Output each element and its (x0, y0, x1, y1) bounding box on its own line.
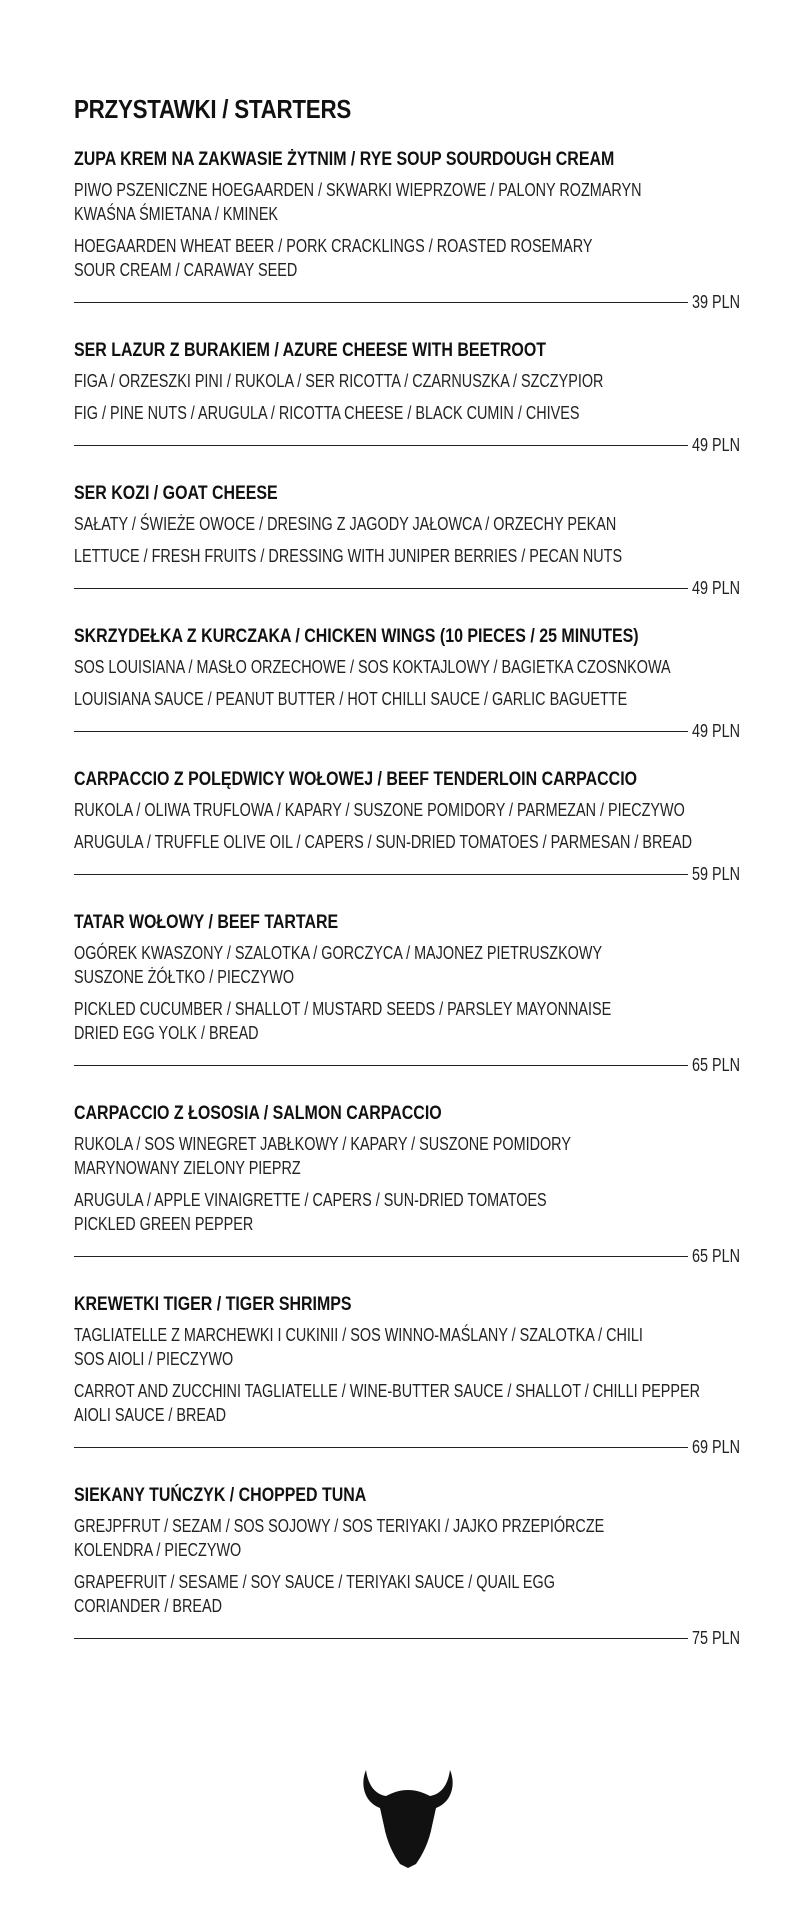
price-divider (74, 445, 688, 446)
item-price: 65 PLN (692, 1246, 741, 1266)
menu-item-beef-tartare (74, 911, 740, 1077)
price-row (74, 719, 740, 743)
item-description-pl (74, 369, 607, 393)
item-price: 49 PLN (692, 435, 741, 455)
menu-item-chicken-wings (74, 625, 740, 743)
price-row (74, 1244, 740, 1268)
item-description-en (74, 544, 623, 568)
price-row (74, 290, 740, 314)
item-description-en (74, 1188, 607, 1236)
item-description-en (74, 1570, 607, 1618)
desc-line: TAGLIATELLE Z MARCHEWKI I CUKINII / SOS WINNO-MAŚLANY / SZALOTKA / CHILI (74, 1325, 643, 1345)
item-title: SER KOZI / GOAT CHEESE (74, 483, 278, 504)
price-divider (74, 731, 688, 732)
menu-item-rye-soup (74, 148, 740, 314)
desc-line: GRAPEFRUIT / SESAME / SOY SAUCE / TERIYAKI SAUCE / QUAIL EGG (74, 1572, 555, 1592)
desc-line: SAŁATY / ŚWIEŻE OWOCE / DRESING Z JAGODY JAŁOWCA / ORZECHY PEKAN (74, 514, 617, 534)
price-divider (74, 874, 688, 875)
desc-line: RUKOLA / SOS WINEGRET JABŁKOWY / KAPARY / SUSZONE POMIDORY (74, 1134, 571, 1154)
desc-line: KOLENDRA / PIECZYWO (74, 1540, 242, 1560)
menu-item-chopped-tuna (74, 1484, 740, 1650)
menu-item-beef-carpaccio (74, 768, 740, 886)
desc-line: CARROT AND ZUCCHINI TAGLIATELLE / WINE-BUTTER SAUCE / SHALLOT / CHILLI PEPPER (74, 1381, 700, 1401)
desc-line: ARUGULA / APPLE VINAIGRETTE / CAPERS / SUN-DRIED TOMATOES (74, 1190, 547, 1210)
item-price: 65 PLN (692, 1055, 741, 1075)
price-row (74, 576, 740, 600)
desc-line: FIGA / ORZESZKI PINI / RUKOLA / SER RICOTTA / CZARNUSZKA / SZCZYPIOR (74, 371, 604, 391)
desc-line: LOUISIANA SAUCE / PEANUT BUTTER / HOT CHILLI SAUCE / GARLIC BAGUETTE (74, 689, 628, 709)
desc-line: KWAŚNA ŚMIETANA / KMINEK (74, 204, 279, 224)
item-description-pl (74, 655, 671, 679)
desc-line: SOS AIOLI / PIECZYWO (74, 1349, 234, 1369)
item-description-en (74, 997, 612, 1045)
desc-line: DRIED EGG YOLK / BREAD (74, 1023, 259, 1043)
menu-item-goat-cheese (74, 482, 740, 600)
item-price: 49 PLN (692, 578, 741, 598)
item-title: SIEKANY TUŃCZYK / CHOPPED TUNA (74, 1485, 367, 1506)
price-row (74, 1435, 740, 1459)
price-divider (74, 1447, 688, 1448)
price-divider (74, 1065, 688, 1066)
item-description-pl (74, 178, 642, 226)
desc-line: OGÓREK KWASZONY / SZALOTKA / GORCZYCA / MAJONEZ PIETRUSZKOWY (74, 943, 603, 963)
price-divider (74, 1256, 688, 1257)
desc-line: SOUR CREAM / CARAWAY SEED (74, 260, 298, 280)
menu-item-tiger-shrimps (74, 1293, 740, 1459)
desc-line: PICKLED CUCUMBER / SHALLOT / MUSTARD SEEDS / PARSLEY MAYONNAISE (74, 999, 612, 1019)
desc-line: SUSZONE ŻÓŁTKO / PIECZYWO (74, 967, 295, 987)
desc-line: PICKLED GREEN PEPPER (74, 1214, 254, 1234)
price-divider (74, 302, 688, 303)
item-price: 69 PLN (692, 1437, 741, 1457)
item-description-en (74, 687, 628, 711)
bull-head-icon (360, 1768, 456, 1868)
item-description-pl (74, 512, 617, 536)
item-price: 49 PLN (692, 721, 741, 741)
menu-item-salmon-carpaccio (74, 1102, 740, 1268)
item-description-pl (74, 1132, 607, 1180)
desc-line: CORIANDER / BREAD (74, 1596, 223, 1616)
section-title: PRZYSTAWKI / STARTERS (74, 94, 351, 124)
menu-item-azure-cheese (74, 339, 740, 457)
item-price: 59 PLN (692, 864, 741, 884)
item-description-en (74, 401, 607, 425)
desc-line: AIOLI SAUCE / BREAD (74, 1405, 227, 1425)
item-description-pl (74, 1323, 643, 1371)
price-row (74, 1053, 740, 1077)
item-title: CARPACCIO Z ŁOSOSIA / SALMON CARPACCIO (74, 1103, 442, 1124)
item-description-en (74, 1379, 700, 1427)
price-row (74, 1626, 740, 1650)
desc-line: SOS LOUISIANA / MASŁO ORZECHOWE / SOS KOKTAJLOWY / BAGIETKA CZOSNKOWA (74, 657, 671, 677)
item-description-pl (74, 1514, 607, 1562)
desc-line: PIWO PSZENICZNE HOEGAARDEN / SKWARKI WIEPRZOWE / PALONY ROZMARYN (74, 180, 642, 200)
item-description-en (74, 234, 607, 282)
price-row (74, 433, 740, 457)
price-row (74, 862, 740, 886)
item-description-pl (74, 941, 607, 989)
desc-line: LETTUCE / FRESH FRUITS / DRESSING WITH JUNIPER BERRIES / PECAN NUTS (74, 546, 623, 566)
item-description-pl (74, 798, 685, 822)
item-title: SER LAZUR Z BURAKIEM / AZURE CHEESE WITH BEETROOT (74, 340, 547, 361)
item-description-en (74, 830, 693, 854)
item-title: CARPACCIO Z POLĘDWICY WOŁOWEJ / BEEF TENDERLOIN CARPACCIO (74, 769, 638, 790)
desc-line: RUKOLA / OLIWA TRUFLOWA / KAPARY / SUSZONE POMIDORY / PARMEZAN / PIECZYWO (74, 800, 685, 820)
desc-line: FIG / PINE NUTS / ARUGULA / RICOTTA CHEESE / BLACK CUMIN / CHIVES (74, 403, 580, 423)
item-price: 39 PLN (692, 292, 741, 312)
price-divider (74, 588, 688, 589)
desc-line: HOEGAARDEN WHEAT BEER / PORK CRACKLINGS / ROASTED ROSEMARY (74, 236, 593, 256)
item-title: TATAR WOŁOWY / BEEF TARTARE (74, 912, 339, 933)
desc-line: ARUGULA / TRUFFLE OLIVE OIL / CAPERS / SUN-DRIED TOMATOES / PARMESAN / BREAD (74, 832, 693, 852)
item-title: KREWETKI TIGER / TIGER SHRIMPS (74, 1294, 352, 1315)
desc-line: MARYNOWANY ZIELONY PIEPRZ (74, 1158, 301, 1178)
desc-line: GREJPFRUT / SEZAM / SOS SOJOWY / SOS TERIYAKI / JAJKO PRZEPIÓRCZE (74, 1516, 605, 1536)
item-title: SKRZYDEŁKA Z KURCZAKA / CHICKEN WINGS (10 PIECES / 25 MINUTES) (74, 626, 639, 647)
item-title: ZUPA KREM NA ZAKWASIE ŻYTNIM / RYE SOUP SOURDOUGH CREAM (74, 149, 615, 170)
item-price: 75 PLN (692, 1628, 741, 1648)
price-divider (74, 1638, 688, 1639)
